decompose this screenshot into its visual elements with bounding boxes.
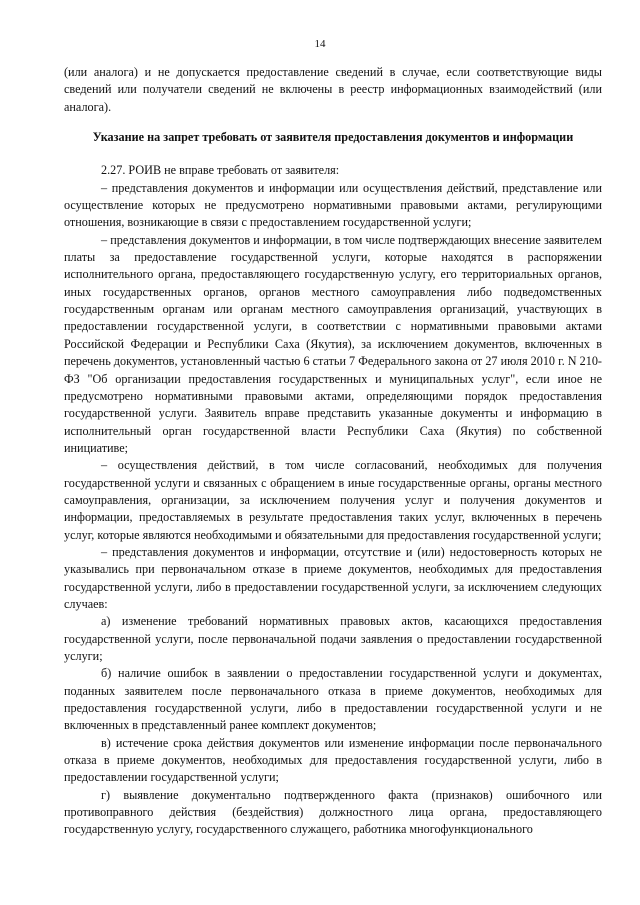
list-item-paragraph: – представления документов и информации или осуществления действий, представление или осуществление которых не предусмотрено нормативными правовыми актами, регулирующими отношения, возникающие в связи с предоставлением государственной услуги; — [64, 180, 602, 230]
intro-paragraph: (или аналога) и не допускается предоставление сведений в случае, если соответствующие виды сведений или получатели сведений не включены в реестр информационных взаимодействий (или аналога). — [64, 65, 602, 114]
list-item-paragraph: – представления документов и информации, в том числе подтверждающих внесение заявителем платы за предоставление государственной услуги, которые находятся в распоряжении исполнительного органа, предоставляющего государственную услугу, его территориальных органов, иных государственных органов, органов местного самоуправления либо подведомственных государственным органам или органам местного самоуправления организаций, участвующих в предоставлении государственной услуги, в соответствии с нормативными правовыми актами Российской Федерации и Республики Саха (Якутия), за исключением документов, включенных в перечень документов, установленный частью 6 статьи 7 Федерального закона от 27 июля 2010 г. N 210-ФЗ "Об организации предоставления государственных и муниципальных услуг", если иное не предусмотрено нормативными правовыми актами, определяющими порядок предоставления государственной услуги. Заявитель вправе представить указанные документы и информацию в исполнительный орган государственной власти Республики Саха (Якутия) по собственной инициативе; — [64, 232, 602, 455]
sub-item-paragraph: г) выявление документально подтвержденного факта (признаков) ошибочного или противоправного действия (бездействия) должностного лица органа, предоставляющего государственную услугу, государственного служащего, работника многофункционального — [64, 787, 602, 837]
page-number: 14 — [314, 38, 326, 50]
document-body — [64, 64, 602, 839]
list-item-paragraph: – представления документов и информации, отсутствие и (или) недостоверность которых не указывались при первоначальном отказе в приеме документов, необходимых для предоставления государственной услуги, либо в предоставлении государственной услуги, за исключением следующих случаев: — [64, 544, 602, 611]
clause-paragraph: 2.27. РОИВ не вправе требовать от заявителя: — [101, 163, 340, 178]
sub-item-paragraph: б) наличие ошибок в заявлении о предоставлении государственной услуги и документах, поданных заявителем после первоначального отказа в приеме документов, необходимых для предоставления государственной услуги, либо в предоставлении государственной услуги и не включенных в представленный ранее комплект документов; — [64, 666, 602, 733]
list-item-paragraph: – осуществления действий, в том числе согласований, необходимых для получения государственной услуги и связанных с обращением в иные государственные органы, органы местного самоуправления, организации, за исключением получения услуг и получения документов и информации, предоставляемых в результате предоставления таких услуг, включенных в перечень услуг, которые являются необходимыми и обязательными для предоставления государственной услуги; — [64, 458, 602, 542]
sub-item-paragraph: в) истечение срока действия документов или изменение информации после первоначального отказа в приеме документов, необходимых для предоставления государственной услуги, либо в предоставлении государственной услуги; — [64, 735, 602, 785]
section-heading: Указание на запрет требовать от заявителя предоставления документов и информации — [92, 130, 574, 145]
sub-item-paragraph: а) изменение требований нормативных правовых актов, касающихся предоставления государственной услуги, после первоначальной подачи заявления о предоставлении государственной услуги; — [64, 614, 602, 663]
